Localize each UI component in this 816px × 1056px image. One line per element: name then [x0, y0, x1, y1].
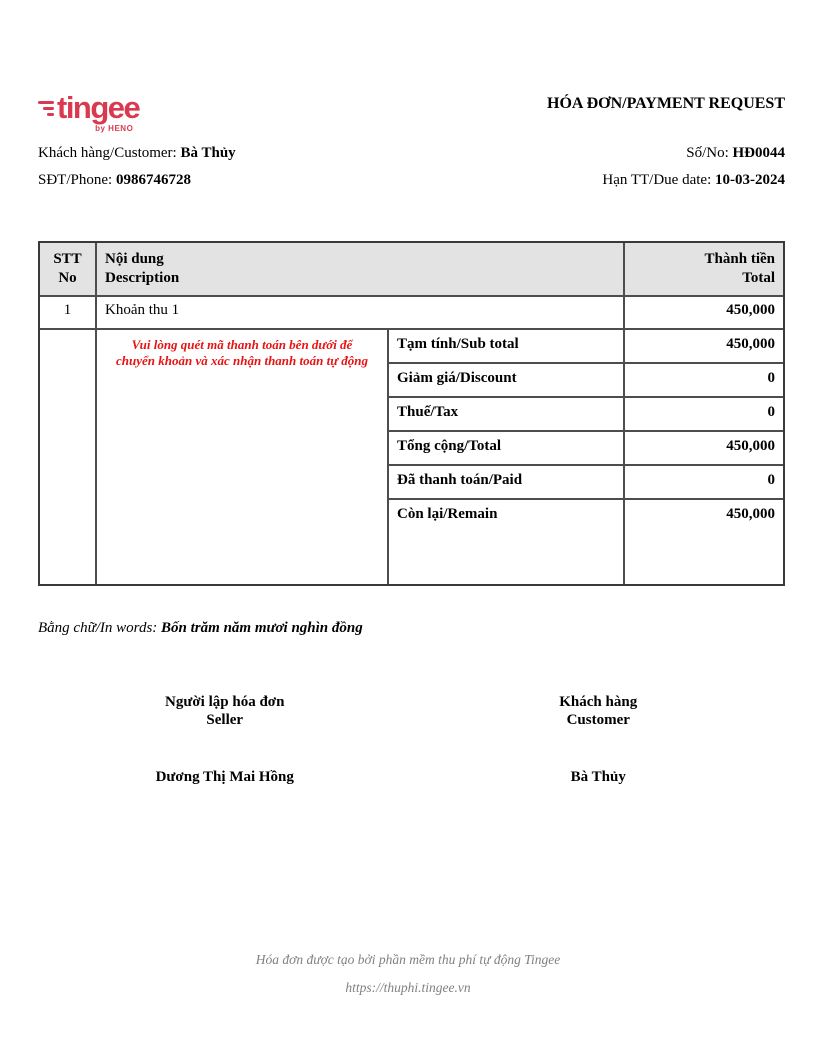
tingee-logo [38, 90, 140, 133]
customer-value: Bà Thủy [180, 145, 236, 161]
seller-name: Dương Thị Mai Hồng [155, 769, 294, 785]
summary-label-tax: Thuế/Tax [389, 398, 623, 430]
in-words-value: Bốn trăm năm mươi nghìn đồng [161, 620, 363, 636]
customer-signature-block [412, 693, 786, 786]
signature-section [38, 693, 785, 786]
summary-value-tax: 0 [625, 398, 783, 430]
due-date-line [602, 172, 785, 189]
column-header-no: STT No [40, 243, 95, 295]
empty-no-cell [40, 330, 95, 584]
summary-label-paid: Đã thanh toán/Paid [389, 466, 623, 498]
footer-note: Hóa đơn được tạo bởi phần mềm thu phí tự động Tingee [255, 952, 561, 967]
column-header-description: Nội dung Description [97, 243, 623, 295]
invoice-no-line [686, 145, 785, 162]
summary-value-paid: 0 [625, 466, 783, 498]
invoice-table [38, 241, 785, 586]
document-title: HÓA ĐƠN/PAYMENT REQUEST [547, 95, 785, 112]
invoice-meta [38, 145, 785, 189]
summary-value-discount: 0 [625, 364, 783, 396]
customer-title-vi: Khách hàng [559, 694, 638, 710]
logo-text: tingee [57, 90, 140, 125]
invoice-no-value: HĐ0044 [732, 145, 785, 161]
item-row-no: 1 [40, 297, 95, 328]
footer [0, 952, 816, 996]
summary-value-total: 450,000 [625, 432, 783, 464]
due-date-value: 10-03-2024 [715, 172, 785, 188]
in-words-label: Bằng chữ/In words: [38, 620, 162, 636]
column-header-total: Thành tiền Total [625, 243, 783, 295]
summary-value-remain: 450,000 [625, 500, 783, 584]
logo-subtitle: by HENO [95, 124, 134, 133]
customer-title-en: Customer [566, 712, 630, 728]
header [38, 90, 785, 133]
phone-value: 0986746728 [115, 172, 191, 188]
amount-in-words [38, 620, 785, 637]
seller-title-vi: Người lập hóa đơn [165, 694, 285, 710]
footer-url: https://thuphi.tingee.vn [345, 980, 471, 995]
payment-note: Vui lòng quét mã thanh toán bên dưới để chuyển khoản và xác nhận thanh toán tự động [116, 337, 368, 368]
phone-line [38, 172, 191, 189]
phone-label: SĐT/Phone: [38, 172, 116, 188]
summary-label-subtotal: Tạm tính/Sub total [389, 330, 623, 362]
customer-name: Bà Thủy [570, 769, 626, 785]
due-date-label: Hạn TT/Due date: [602, 172, 715, 188]
seller-title-en: Seller [206, 712, 244, 728]
summary-label-total: Tổng cộng/Total [389, 432, 623, 464]
summary-label-remain: Còn lại/Remain [389, 500, 623, 584]
seller-signature-block [38, 693, 412, 786]
customer-line [38, 145, 236, 162]
item-row-description: Khoản thu 1 [97, 297, 623, 328]
speed-lines-icon [38, 101, 54, 119]
item-row-total: 450,000 [625, 297, 783, 328]
payment-note-cell [97, 330, 387, 584]
invoice-no-label: Số/No: [686, 145, 733, 161]
summary-value-subtotal: 450,000 [625, 330, 783, 362]
customer-label: Khách hàng/Customer: [38, 145, 181, 161]
summary-label-discount: Giảm giá/Discount [389, 364, 623, 396]
